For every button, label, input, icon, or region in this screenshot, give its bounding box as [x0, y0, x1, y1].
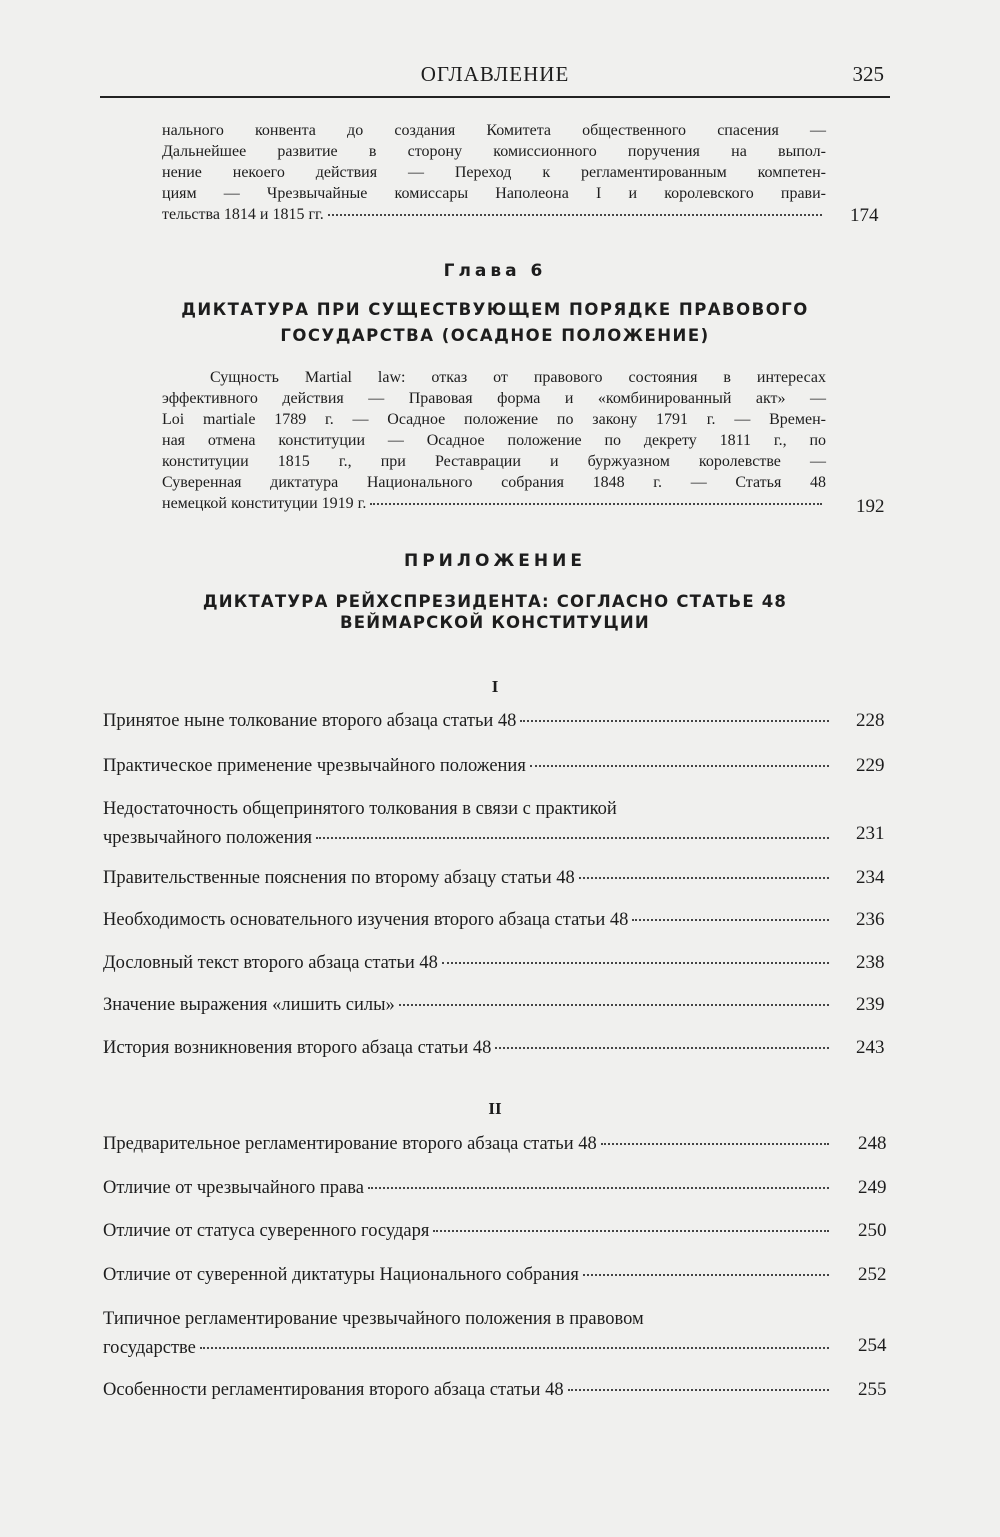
toc-entry[interactable] — [103, 1221, 833, 1242]
toc-entry-text: Необходимость основательного изучения второго абзаца статьи 48 — [103, 910, 629, 930]
toc-entry-text: Предварительное регламентирование второго абзаца статьи 48 — [103, 1134, 597, 1154]
toc-entry-text: История возникновения второго абзаца статьи 48 — [103, 1038, 492, 1058]
toc-entry-text: Правительственные пояснения по второму абзацу статьи 48 — [103, 868, 575, 888]
summary-line: конституции 1815 г., при Реставрации и буржуазном королевстве — — [162, 453, 826, 470]
page-ref: 248 — [858, 1133, 887, 1154]
page-ref: 239 — [856, 994, 885, 1015]
summary-line: Loi martiale 1789 г. — Осадное положение по закону 1791 г. — Времен- — [162, 411, 826, 428]
toc-entry[interactable] — [103, 1265, 833, 1286]
toc-entry[interactable] — [103, 1380, 833, 1401]
page-ref: 238 — [856, 952, 885, 973]
dot-leader — [316, 837, 829, 839]
header-title: ОГЛАВЛЕНИЕ — [420, 62, 570, 86]
toc-entry[interactable] — [103, 756, 833, 777]
dot-leader — [200, 1347, 829, 1349]
toc-entry-text: Особенности регламентирования второго абзаца статьи 48 — [103, 1380, 564, 1400]
summary-last-line: немецкой конституции 1919 г. — [162, 495, 367, 512]
dot-leader — [368, 1187, 829, 1189]
chapter6-summary — [162, 367, 826, 514]
page-ref: 231 — [856, 823, 885, 844]
toc-entry-text: Отличие от статуса суверенного государя — [103, 1221, 430, 1241]
page-ref: 250 — [858, 1220, 887, 1241]
dot-leader — [583, 1274, 829, 1276]
chapter-title-line: ГОСУДАРСТВА (ОСАДНОЕ ПОЛОЖЕНИЕ) — [280, 326, 710, 345]
summary-line: циям — Чрезвычайные комиссары Наполеона I и королевского прави- — [162, 185, 826, 202]
chapter-label: Глава 6 — [443, 261, 547, 281]
summary-line: Сущность Martial law: отказ от правового состояния в интересах — [210, 369, 826, 386]
toc-entry[interactable] — [103, 1134, 833, 1155]
summary-line: Дальнейшее развитие в сторону комиссионного поручения на выпол- — [162, 143, 826, 160]
summary-line: нального конвента до создания Комитета общественного спасения — — [162, 122, 826, 139]
toc-entry[interactable] — [103, 1305, 833, 1363]
page-ref: 252 — [858, 1264, 887, 1285]
toc-entry[interactable] — [103, 1178, 833, 1199]
appendix-title-line: ДИКТАТУРА РЕЙХСПРЕЗИДЕНТА: СОГЛАСНО СТАТЬЕ 48 — [202, 592, 788, 611]
dot-leader — [442, 962, 829, 964]
section-label: II — [488, 1099, 502, 1118]
toc-entry[interactable] — [103, 868, 833, 889]
toc-entry-text: Типичное регламентирование чрезвычайного положения в правовом — [103, 1309, 644, 1329]
dot-leader — [520, 720, 829, 722]
toc-entry-text: Дословный текст второго абзаца статьи 48 — [103, 953, 438, 973]
toc-entry-text: Значение выражения «лишить силы» — [103, 995, 395, 1015]
toc-entry-text: Принятое ныне толкование второго абзаца статьи 48 — [103, 711, 517, 731]
dot-leader — [601, 1143, 829, 1145]
summary-line: ная отмена конституции — Осадное положение по декрету 1811 г., по — [162, 432, 826, 449]
dot-leader — [328, 214, 822, 216]
summary-line: нение некоего действия — Переход к регламентированным компетен- — [162, 164, 826, 181]
page-ref: 192 — [856, 496, 885, 517]
chapter-title-line: ДИКТАТУРА ПРИ СУЩЕСТВУЮЩЕМ ПОРЯДКЕ ПРАВОВОГО — [181, 300, 809, 319]
dot-leader — [530, 765, 829, 767]
dot-leader — [568, 1389, 829, 1391]
appendix-title-line: ВЕЙМАРСКОЙ КОНСТИТУЦИИ — [340, 613, 650, 632]
chapter5-summary — [162, 120, 826, 225]
summary-last-line: тельства 1814 и 1815 гг. — [162, 206, 324, 223]
header-page-number: 325 — [852, 62, 884, 86]
page-ref: 243 — [856, 1037, 885, 1058]
dot-leader — [399, 1004, 829, 1006]
page-ref: 249 — [858, 1177, 887, 1198]
page-ref: 254 — [858, 1335, 887, 1356]
dot-leader — [579, 877, 829, 879]
toc-entry-text: Недостаточность общепринятого толкования в связи с практикой — [103, 799, 617, 819]
page-ref: 234 — [856, 867, 885, 888]
toc-entry-text: государстве — [103, 1338, 196, 1358]
toc-entry[interactable] — [103, 795, 833, 853]
toc-entry-text: чрезвычайного положения — [103, 828, 313, 848]
toc-entry-text: Отличие от суверенной диктатуры Национального собрания — [103, 1265, 579, 1285]
appendix-label: ПРИЛОЖЕНИЕ — [404, 551, 586, 571]
toc-entry[interactable] — [103, 953, 833, 974]
toc-entry-text: Отличие от чрезвычайного права — [103, 1178, 364, 1198]
dot-leader — [370, 503, 822, 505]
toc-entry-text: Практическое применение чрезвычайного положения — [103, 756, 526, 776]
section-label: I — [491, 677, 499, 696]
dot-leader — [433, 1230, 829, 1232]
page-ref: 236 — [856, 909, 885, 930]
toc-entry[interactable] — [103, 1038, 833, 1059]
dot-leader — [632, 919, 829, 921]
page-ref: 229 — [856, 755, 885, 776]
running-header — [100, 60, 890, 98]
page-ref: 228 — [856, 710, 885, 731]
summary-line: Суверенная диктатура Национального собрания 1848 г. — Статья 48 — [162, 474, 826, 491]
toc-entry[interactable] — [103, 995, 833, 1016]
dot-leader — [495, 1047, 829, 1049]
page-ref: 174 — [850, 205, 879, 226]
toc-entry[interactable] — [103, 711, 833, 732]
toc-entry[interactable] — [103, 910, 833, 931]
summary-line: эффективного действия — Правовая форма и «комбинированный акт» — — [162, 390, 826, 407]
page-ref: 255 — [858, 1379, 887, 1400]
